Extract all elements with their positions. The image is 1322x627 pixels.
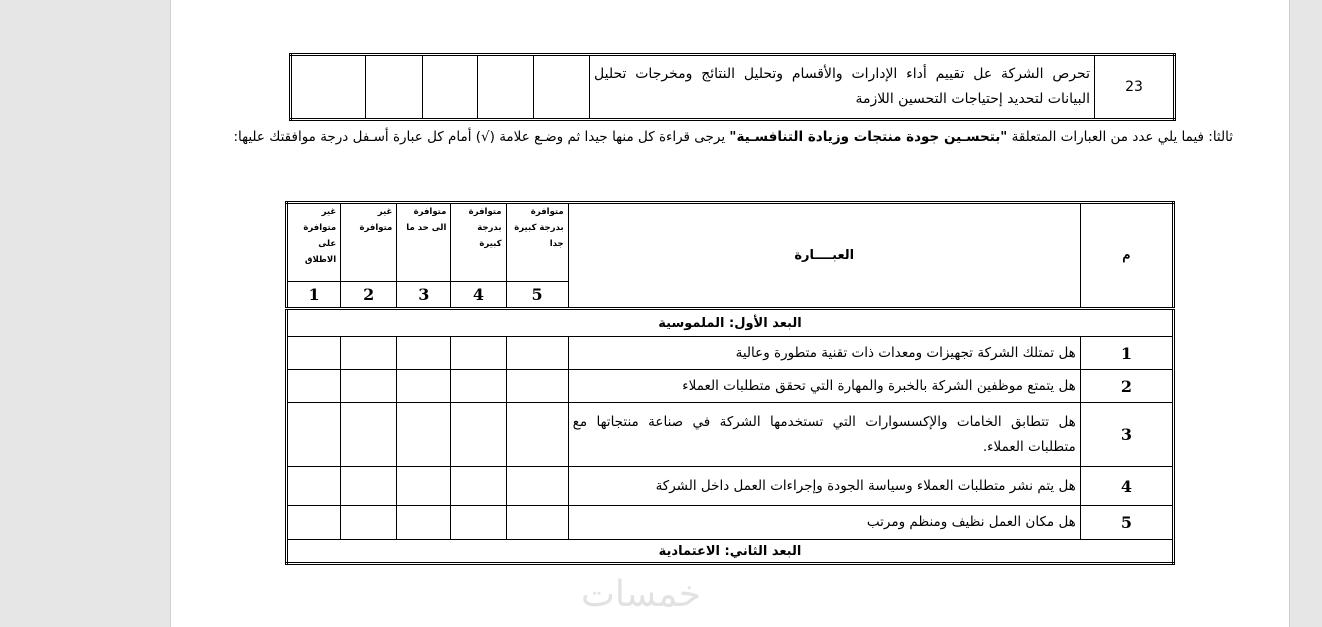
answer-cell[interactable] xyxy=(451,506,506,540)
answer-cell[interactable] xyxy=(397,506,451,540)
row-statement: تحرص الشركة عل تقييم أداء الإدارات والأقسام وتحليل النتائج ومخرجات تحليل البيانات لتحديد إحتياجات التحسين اللازمة xyxy=(590,55,1095,120)
answer-cell[interactable] xyxy=(506,506,568,540)
answer-cell[interactable] xyxy=(341,506,397,540)
table-row xyxy=(287,403,1174,467)
section-intro xyxy=(221,126,1233,148)
answer-cell[interactable] xyxy=(341,337,397,370)
header-scale-2: غير متوافرة xyxy=(341,203,397,282)
section-heading: البعد الأول: الملموسية xyxy=(287,309,1174,337)
answer-cell[interactable] xyxy=(287,506,341,540)
row-statement: هل تمتلك الشركة تجهيزات ومعدات ذات تقنية متطورة وعالية xyxy=(568,337,1080,370)
answer-cell[interactable] xyxy=(341,467,397,506)
document-page xyxy=(170,0,1290,627)
intro-text: ثالثا: فيما يلي عدد من العبارات المتعلقة xyxy=(1007,129,1233,145)
row-number: 1 xyxy=(1080,337,1173,370)
answer-cell[interactable] xyxy=(287,337,341,370)
scale-value: 3 xyxy=(397,282,451,309)
row-number: 3 xyxy=(1080,403,1173,467)
answer-cell[interactable] xyxy=(397,403,451,467)
row-number: 2 xyxy=(1080,370,1173,403)
answer-cell[interactable] xyxy=(397,467,451,506)
intro-instructions: يرجى قراءة كل منها جيدا ثم وضـع علامة (√) أمام كل عبارة أسـفل درجة موافقتك عليها: xyxy=(233,129,730,145)
answer-cell[interactable] xyxy=(506,467,568,506)
answer-cell[interactable] xyxy=(506,370,568,403)
answer-cell[interactable] xyxy=(341,403,397,467)
row-statement: هل يتمتع موظفين الشركة بالخبرة والمهارة التي تحقق متطلبات العملاء xyxy=(568,370,1080,403)
scale-value: 2 xyxy=(341,282,397,309)
answer-cell-2[interactable] xyxy=(366,55,423,120)
table-row xyxy=(291,55,1175,120)
answer-cell[interactable] xyxy=(506,337,568,370)
table-row xyxy=(287,467,1174,506)
answer-cell-5[interactable] xyxy=(534,55,590,120)
answer-cell[interactable] xyxy=(287,467,341,506)
answer-cell[interactable] xyxy=(341,370,397,403)
watermark-logo: خمسات xyxy=(581,574,702,615)
row-number: 5 xyxy=(1080,506,1173,540)
section-heading: البعد الثاني: الاعتمادية xyxy=(287,540,1174,564)
row-statement: هل يتم نشر متطلبات العملاء وسياسة الجودة وإجراءات العمل داخل الشركة xyxy=(568,467,1080,506)
answer-cell[interactable] xyxy=(287,370,341,403)
answer-cell[interactable] xyxy=(451,467,506,506)
answer-cell-3[interactable] xyxy=(423,55,478,120)
questionnaire-table xyxy=(285,201,1175,565)
answer-cell[interactable] xyxy=(287,403,341,467)
row-number: 23 xyxy=(1095,55,1175,120)
row-number: 4 xyxy=(1080,467,1173,506)
answer-cell[interactable] xyxy=(506,403,568,467)
previous-table xyxy=(289,53,1176,121)
answer-cell[interactable] xyxy=(451,403,506,467)
header-scale-5: متوافرة بدرجة كبيرة جدا xyxy=(506,203,568,282)
scale-value: 5 xyxy=(506,282,568,309)
scale-value: 1 xyxy=(287,282,341,309)
answer-cell[interactable] xyxy=(451,337,506,370)
scale-value: 4 xyxy=(451,282,506,309)
row-statement: هل تتطابق الخامات والإكسسوارات التي تستخدمها الشركة في صناعة منتجاتها مع متطلبات العملاء. xyxy=(568,403,1080,467)
header-m: م xyxy=(1080,203,1173,309)
answer-cell-4[interactable] xyxy=(478,55,534,120)
header-scale-1: غير متوافرة على الاطلاق xyxy=(287,203,341,282)
answer-cell[interactable] xyxy=(451,370,506,403)
answer-cell-1[interactable] xyxy=(291,55,366,120)
table-row xyxy=(287,370,1174,403)
answer-cell[interactable] xyxy=(397,370,451,403)
header-statement: العبــــارة xyxy=(568,203,1080,309)
row-statement: هل مكان العمل نظيف ومنظم ومرتب xyxy=(568,506,1080,540)
header-scale-3: متوافرة الى حد ما xyxy=(397,203,451,282)
header-scale-4: متوافرة بدرجة كبيرة xyxy=(451,203,506,282)
table-row xyxy=(287,506,1174,540)
answer-cell[interactable] xyxy=(397,337,451,370)
intro-topic: "بتحسـين جودة منتجات وزيادة التنافسـية" xyxy=(729,129,1008,145)
table-row xyxy=(287,337,1174,370)
